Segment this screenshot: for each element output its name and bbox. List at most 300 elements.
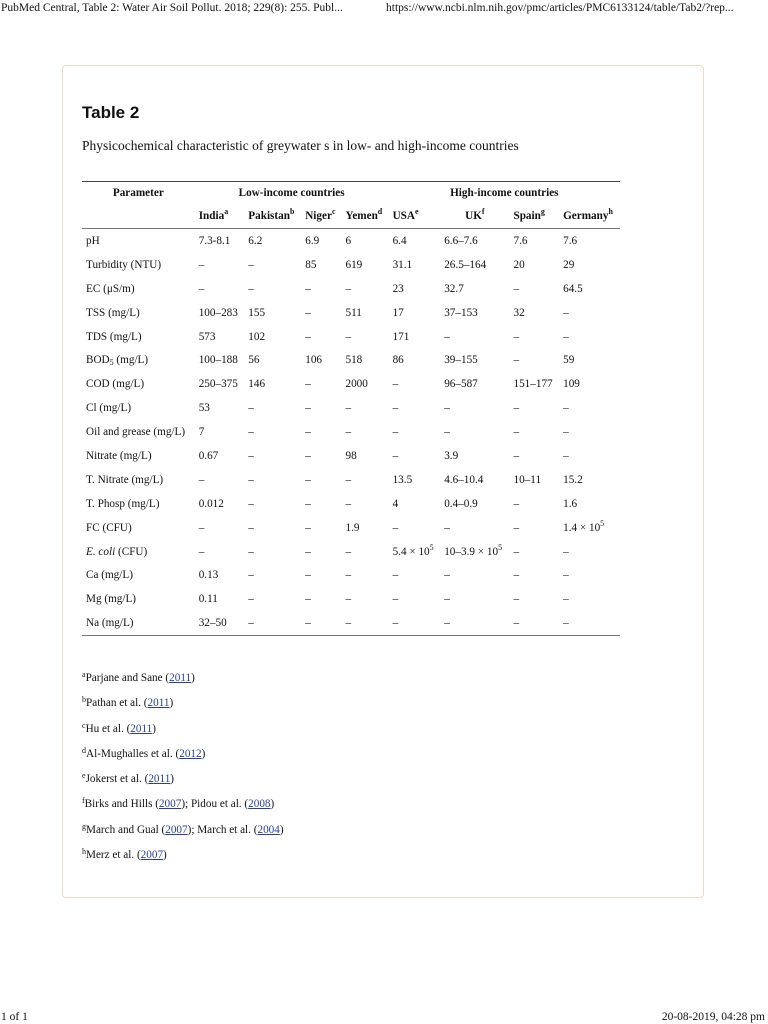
table-cell	[509, 468, 559, 492]
cell-value: –	[198, 521, 205, 534]
reference-link[interactable]: 2011	[148, 773, 171, 786]
table-cell	[559, 229, 620, 253]
row-label: Mg (mg/L)	[86, 593, 137, 606]
row-label: TDS (mg/L)	[86, 330, 142, 343]
table-cell	[195, 301, 245, 325]
table-cell	[244, 253, 301, 277]
footnote-text-after: )	[163, 849, 167, 862]
cell-value: –	[392, 569, 399, 582]
footnote-mark: e	[82, 771, 86, 781]
row-label-cell	[82, 516, 195, 540]
table-cell	[509, 492, 559, 516]
cell-value: –	[248, 569, 254, 582]
footnote-text-after: )	[170, 773, 175, 786]
cell-value: 6.6–7.6	[444, 234, 478, 247]
cell-value: –	[305, 426, 311, 439]
table-row	[82, 325, 620, 349]
reference-link[interactable]: 2011	[169, 672, 192, 684]
column-header-name: Germany	[563, 210, 609, 222]
table-cell	[244, 301, 301, 325]
footnotes	[82, 666, 284, 868]
table-row	[82, 420, 620, 444]
cell-value: 6.2	[248, 234, 263, 247]
table-cell	[301, 348, 341, 372]
table-heading: Table 2	[82, 103, 140, 122]
high-income-group-header: High-income countries	[389, 182, 620, 205]
cell-exponent: 5	[429, 542, 434, 552]
column-header-name: Niger	[305, 210, 332, 222]
table-cell	[440, 611, 509, 635]
table-cell	[341, 420, 388, 444]
table-cell	[389, 468, 441, 492]
row-label: COD (mg/L)	[86, 378, 145, 391]
cell-value: –	[345, 330, 352, 343]
cell-value: –	[305, 473, 311, 486]
table-row	[82, 611, 620, 635]
table-row	[82, 540, 620, 564]
cell-value: –	[513, 569, 520, 582]
table-cell	[301, 468, 341, 492]
cell-value: 518	[345, 354, 363, 367]
page-count: 1 of 1	[1, 1011, 28, 1023]
table-cell	[559, 444, 620, 468]
cell-value: 29	[563, 258, 575, 271]
table-cell	[301, 253, 341, 277]
cell-value: –	[248, 521, 254, 534]
table-cell	[301, 444, 341, 468]
row-label-cell	[82, 563, 195, 587]
cell-value: 102	[248, 330, 266, 343]
row-label-cell	[82, 277, 195, 301]
footnote-text-after: )	[169, 697, 174, 710]
row-label-cell	[82, 396, 195, 420]
table-cell	[244, 587, 301, 611]
table-cell	[559, 468, 620, 492]
table-cell	[440, 253, 509, 277]
cell-value: –	[305, 521, 311, 534]
row-label: Na (mg/L)	[86, 617, 134, 630]
row-label-cell	[82, 253, 195, 277]
column-header-footnote-mark: b	[289, 207, 295, 216]
footnote-mark: f	[82, 796, 85, 806]
footnote-text-after: )	[191, 672, 195, 684]
cell-value: 0.4–0.9	[444, 497, 478, 510]
reference-link[interactable]: 2007	[158, 798, 182, 811]
row-label: EC (μS/m)	[86, 282, 135, 295]
row-label: FC (CFU)	[86, 521, 132, 534]
row-label: Nitrate (mg/L)	[86, 449, 152, 462]
cell-value: –	[513, 521, 520, 534]
print-header-title: PubMed Central, Table 2: Water Air Soil Pollut. 2018; 229(8): 255. Publ...	[1, 2, 343, 14]
table-cell	[440, 540, 509, 564]
table-cell	[195, 540, 245, 564]
cell-value: 5.4 × 10	[392, 545, 430, 558]
cell-value: –	[513, 449, 520, 462]
cell-value: –	[392, 402, 399, 415]
footnote-mark: b	[82, 695, 86, 705]
cell-value: –	[345, 617, 352, 630]
print-header	[0, 0, 768, 16]
cell-value: 0.11	[198, 593, 218, 606]
table-cell	[389, 348, 441, 372]
reference-link[interactable]: 2012	[179, 747, 202, 760]
cell-value: –	[513, 593, 520, 606]
table-cell	[341, 468, 388, 492]
table-column-header-row	[82, 204, 620, 229]
cell-value: 7.3-8.1	[198, 234, 231, 247]
row-label-unit: (mg/L)	[113, 354, 149, 367]
cell-value: –	[563, 617, 569, 630]
table-cell	[509, 372, 559, 396]
table-cell	[559, 325, 620, 349]
table-cell	[440, 563, 509, 587]
table-cell	[301, 540, 341, 564]
reference-link[interactable]: 2011	[130, 722, 153, 735]
cell-value: –	[305, 593, 311, 606]
parameter-header-spacer	[82, 204, 195, 229]
table-cell	[244, 492, 301, 516]
cell-value: 32.7	[444, 282, 464, 295]
cell-value: 20	[513, 258, 525, 271]
cell-value: 573	[198, 330, 216, 343]
cell-value: 6.9	[305, 234, 320, 247]
cell-value: –	[345, 497, 352, 510]
table-cell	[389, 611, 441, 635]
cell-value: 96–587	[444, 378, 478, 391]
footnote-mark: g	[82, 821, 86, 831]
column-header	[301, 204, 341, 229]
row-label: Ca (mg/L)	[86, 569, 133, 582]
table-cell	[195, 587, 245, 611]
row-label-cell	[82, 348, 195, 372]
cell-value: 171	[392, 330, 410, 343]
row-label-cell	[82, 444, 195, 468]
cell-value: –	[248, 473, 254, 486]
reference-link[interactable]: 2004	[257, 823, 280, 836]
footnote-mark: h	[82, 847, 86, 857]
table-cell	[440, 587, 509, 611]
table-cell	[195, 420, 245, 444]
cell-value: –	[392, 593, 399, 606]
column-header-footnote-mark: d	[377, 207, 383, 216]
cell-value: 6.4	[392, 234, 407, 247]
column-header-footnote-mark: g	[540, 207, 545, 216]
cell-value: 56	[248, 354, 260, 367]
table-row	[82, 253, 620, 277]
table-cell	[509, 229, 559, 253]
column-header-footnote-mark: a	[224, 207, 229, 216]
row-label: Cl (mg/L)	[86, 402, 132, 415]
table-cell	[509, 277, 559, 301]
table-cell	[341, 492, 388, 516]
cell-value: –	[248, 258, 254, 271]
cell-value: 17	[392, 306, 404, 319]
table-cell	[559, 420, 620, 444]
cell-value: 39–155	[444, 354, 478, 367]
cell-value: 151–177	[513, 378, 553, 391]
cell-value: –	[513, 402, 520, 415]
cell-value: 10–11	[513, 473, 542, 486]
column-header-footnote-mark: f	[481, 207, 485, 216]
cell-value: 10–3.9 × 10	[444, 545, 499, 558]
cell-value: 0.67	[198, 449, 219, 462]
cell-value: –	[198, 282, 205, 295]
table-cell	[509, 301, 559, 325]
table-row	[82, 444, 620, 468]
row-label-subscript: 5	[109, 358, 114, 368]
table-cell	[301, 492, 341, 516]
table-cell	[509, 611, 559, 635]
cell-value: 4.6–10.4	[444, 473, 484, 486]
table-cell	[195, 444, 245, 468]
row-label: T. Phosp (mg/L)	[86, 497, 160, 510]
reference-link[interactable]: 2011	[147, 697, 170, 710]
table-cell	[244, 611, 301, 635]
cell-value: –	[392, 378, 399, 391]
table-cell	[559, 277, 620, 301]
footnote-mark: d	[82, 745, 86, 755]
row-label-cell	[82, 587, 195, 611]
row-label-cell	[82, 420, 195, 444]
cell-value: –	[513, 282, 520, 295]
cell-value: 1.4 × 10	[563, 521, 601, 534]
column-header-name: Spain	[513, 210, 541, 222]
table-cell	[440, 444, 509, 468]
cell-value: 4	[392, 497, 399, 510]
table-cell	[389, 420, 441, 444]
row-label-cell	[82, 540, 195, 564]
footnote	[82, 666, 284, 691]
column-header-name: USA	[392, 210, 415, 222]
cell-value: 1.6	[563, 497, 578, 510]
column-header-name: Yemen	[345, 210, 378, 222]
column-header-name: India	[198, 210, 225, 222]
cell-value: –	[248, 402, 254, 415]
cell-value: –	[345, 473, 352, 486]
table-row	[82, 587, 620, 611]
cell-value: 0.13	[198, 569, 219, 582]
cell-value: 106	[305, 354, 322, 367]
footnote-text-after: )	[152, 722, 156, 735]
footnote-text: Merz et al. (	[86, 849, 141, 862]
cell-value: 7.6	[513, 234, 528, 247]
table-cell	[389, 540, 441, 564]
table-cell	[440, 516, 509, 540]
table-cell	[301, 611, 341, 635]
table-cell	[301, 277, 341, 301]
cell-value: –	[563, 545, 569, 558]
table-cell	[244, 444, 301, 468]
column-header	[509, 204, 559, 229]
cell-value: –	[198, 258, 205, 271]
table-cell	[559, 348, 620, 372]
table-cell	[440, 301, 509, 325]
print-footer	[0, 1010, 768, 1024]
table-row	[82, 516, 620, 540]
table-cell	[244, 372, 301, 396]
cell-value: –	[305, 282, 311, 295]
table-cell	[389, 277, 441, 301]
column-header-footnote-mark: e	[414, 207, 419, 216]
column-header	[195, 204, 245, 229]
table-cell	[509, 540, 559, 564]
cell-value: –	[444, 330, 450, 343]
table-cell	[389, 444, 441, 468]
table-row	[82, 468, 620, 492]
cell-value: –	[345, 426, 352, 439]
table-cell	[301, 325, 341, 349]
low-income-group-header: Low-income countries	[195, 182, 389, 205]
row-label-cell	[82, 301, 195, 325]
table-cell	[244, 396, 301, 420]
table-cell	[244, 516, 301, 540]
table-cell	[341, 372, 388, 396]
row-label: BOD	[86, 354, 110, 367]
footnote-mark: c	[82, 720, 86, 730]
column-header-footnote-mark: h	[608, 207, 613, 216]
table-cell	[389, 372, 441, 396]
cell-value: –	[444, 569, 450, 582]
cell-value: –	[305, 569, 311, 582]
table-cell	[440, 420, 509, 444]
table-cell	[559, 492, 620, 516]
reference-link[interactable]: 2007	[165, 823, 188, 836]
cell-exponent: 5	[498, 542, 503, 552]
table-cell	[389, 587, 441, 611]
table-cell	[195, 563, 245, 587]
cell-value: –	[513, 497, 520, 510]
row-label: TSS (mg/L)	[86, 306, 140, 319]
reference-link[interactable]: 2007	[140, 849, 164, 862]
footnote-text-after: ); March et al. (	[187, 823, 258, 836]
table-cell	[440, 229, 509, 253]
table-cell	[301, 420, 341, 444]
table-cell	[301, 396, 341, 420]
reference-link[interactable]: 2008	[248, 798, 271, 811]
table-cell	[509, 253, 559, 277]
cell-value: 86	[392, 354, 404, 367]
column-header-footnote-mark: c	[331, 207, 336, 216]
cell-value: –	[513, 330, 520, 343]
table-cell	[195, 372, 245, 396]
row-label: E. coli	[86, 545, 116, 558]
table-cell	[244, 277, 301, 301]
footnote	[82, 792, 284, 817]
footnote-text: March and Gual (	[86, 823, 166, 836]
table-cell	[509, 516, 559, 540]
cell-value: –	[563, 306, 569, 319]
cell-value: –	[305, 306, 311, 319]
cell-value: –	[248, 545, 254, 558]
table-cell	[195, 516, 245, 540]
column-header	[389, 204, 441, 229]
table-cell	[244, 563, 301, 587]
row-label: Turbidity (NTU)	[86, 258, 162, 271]
footnote-text-after: )	[279, 823, 284, 836]
footnote-text-after: )	[270, 798, 275, 811]
cell-value: 0.012	[198, 497, 224, 510]
row-label-cell	[82, 325, 195, 349]
table-cell	[389, 396, 441, 420]
table-cell	[440, 325, 509, 349]
cell-value: –	[345, 569, 352, 582]
cell-value: –	[513, 354, 520, 367]
table-cell	[559, 563, 620, 587]
table-cell	[195, 229, 245, 253]
table-cell	[301, 516, 341, 540]
table-cell	[389, 229, 441, 253]
cell-value: 146	[248, 378, 266, 391]
cell-value: –	[513, 426, 520, 439]
table-cell	[559, 301, 620, 325]
cell-value: 64.5	[563, 282, 583, 295]
footnote	[82, 843, 284, 868]
footnote	[82, 767, 284, 792]
cell-value: –	[305, 545, 311, 558]
cell-value: –	[392, 449, 399, 462]
table-cell	[440, 492, 509, 516]
table-cell	[195, 253, 245, 277]
table-cell	[195, 396, 245, 420]
table-cell	[440, 396, 509, 420]
table-row	[82, 348, 620, 372]
table-cell	[341, 563, 388, 587]
footnote	[82, 742, 284, 767]
cell-value: 3.9	[444, 449, 459, 462]
cell-value: –	[513, 545, 520, 558]
cell-value: –	[345, 402, 352, 415]
table-cell	[341, 516, 388, 540]
table-cell	[341, 348, 388, 372]
column-header-name: UK	[465, 210, 482, 222]
cell-value: –	[305, 497, 311, 510]
cell-value: –	[248, 282, 254, 295]
table-cell	[440, 277, 509, 301]
table-cell	[244, 420, 301, 444]
data-table	[82, 181, 620, 636]
table-cell	[341, 587, 388, 611]
table-row	[82, 301, 620, 325]
cell-value: –	[563, 330, 569, 343]
table-cell	[341, 229, 388, 253]
print-header-url: https://www.ncbi.nlm.nih.gov/pmc/articles/PMC6133124/table/Tab2/?rep...	[386, 2, 734, 14]
table-cell	[341, 301, 388, 325]
table-row	[82, 396, 620, 420]
cell-value: –	[563, 426, 569, 439]
cell-value: 100–283	[198, 306, 238, 319]
cell-value: –	[392, 426, 399, 439]
cell-value: –	[444, 426, 450, 439]
cell-value: 109	[563, 378, 580, 391]
table-cell	[559, 587, 620, 611]
table-row	[82, 277, 620, 301]
table-cell	[559, 611, 620, 635]
cell-value: –	[563, 593, 569, 606]
cell-value: –	[444, 593, 450, 606]
table-cell	[509, 444, 559, 468]
table-body	[82, 229, 620, 636]
table-cell	[244, 348, 301, 372]
table-cell	[341, 540, 388, 564]
cell-value: –	[305, 378, 311, 391]
table-cell	[301, 372, 341, 396]
cell-value: 155	[248, 306, 266, 319]
table-cell	[559, 396, 620, 420]
cell-value: 511	[345, 306, 362, 319]
column-header	[559, 204, 620, 229]
cell-value: 85	[305, 258, 317, 271]
cell-value: –	[248, 426, 254, 439]
